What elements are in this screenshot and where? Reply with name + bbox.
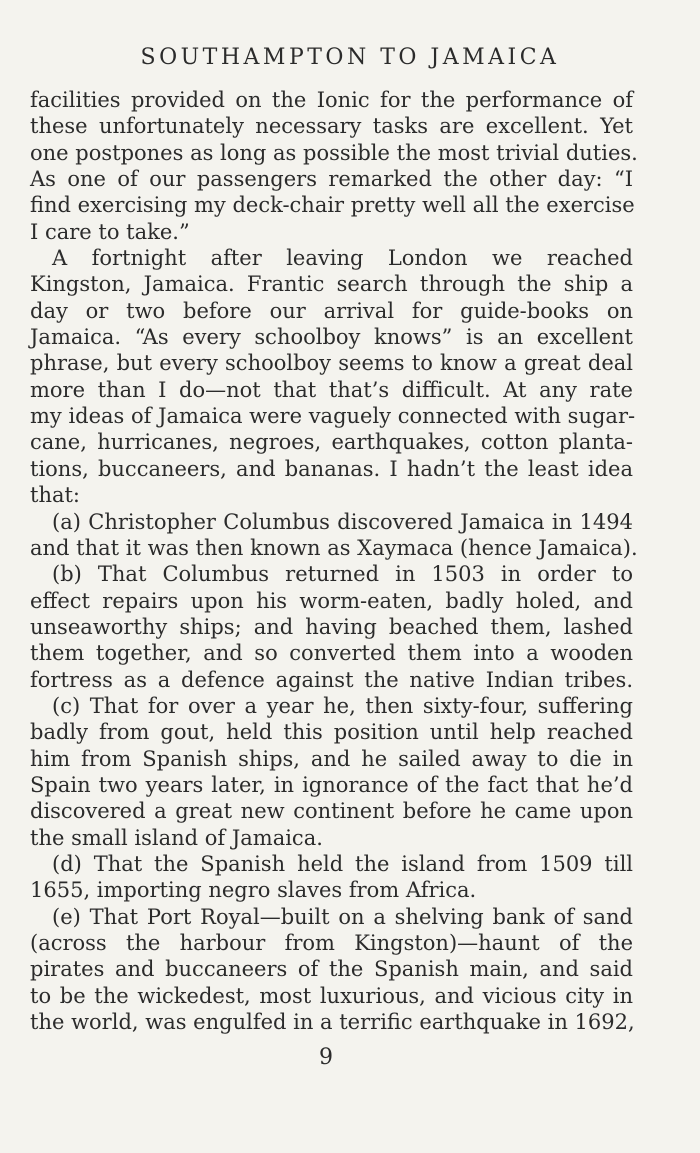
text-line: As one of our passengers remarked the other day: “I xyxy=(30,167,633,192)
text-line: day or two before our arrival for guide-books on xyxy=(30,298,633,323)
text-line: these unfortunately necessary tasks are excellent. Yet xyxy=(30,114,633,139)
text-line: badly from gout, held this position until help reached xyxy=(30,720,633,745)
text-line: I care to take.” xyxy=(30,219,190,244)
text-line: one postpones as long as possible the most trivial duties. xyxy=(30,140,638,165)
page-number: 9 xyxy=(319,1045,333,1070)
text-line: find exercising my deck-chair pretty well all the exercise xyxy=(30,193,635,218)
body-text xyxy=(30,87,638,1035)
text-line: pirates and buccaneers of the Spanish main, and said xyxy=(30,957,633,982)
running-header: SOUTHAMPTON TO JAMAICA xyxy=(140,45,560,70)
text-line: (d) That the Spanish held the island from 1509 till xyxy=(52,851,633,876)
text-line: tions, buccaneers, and bananas. I hadn’t the least idea xyxy=(30,456,633,481)
text-line: the world, was engulfed in a terrific earthquake in 1692, xyxy=(30,1010,635,1035)
text-line: effect repairs upon his worm-eaten, badly holed, and xyxy=(30,588,633,613)
text-line: my ideas of Jamaica were vaguely connected with sugar- xyxy=(30,404,636,429)
text-line: (across the harbour from Kingston)—haunt of the xyxy=(30,931,633,955)
text-line: Kingston, Jamaica. Frantic search through the ship a xyxy=(30,272,633,297)
text-line: them together, and so converted them into a wooden xyxy=(30,641,633,666)
text-line: him from Spanish ships, and he sailed away to die in xyxy=(30,746,633,771)
text-line: cane, hurricanes, negroes, earthquakes, cotton planta- xyxy=(30,430,633,455)
text-line: (a) Christopher Columbus discovered Jamaica in 1494 xyxy=(52,509,633,534)
text-line: and that it was then known as Xaymaca (hence Jamaica). xyxy=(30,535,638,560)
text-line: Spain two years later, in ignorance of the fact that he’d xyxy=(30,772,633,797)
text-line: A fortnight after leaving London we reached xyxy=(52,246,633,271)
text-line: to be the wickedest, most luxurious, and vicious city in xyxy=(30,983,633,1008)
text-line: phrase, but every schoolboy seems to know a great deal xyxy=(30,351,633,376)
text-line: discovered a great new continent before he came upon xyxy=(30,799,633,824)
text-line: fortress as a defence against the native Indian tribes. xyxy=(30,667,633,692)
text-line: 1655, importing negro slaves from Africa. xyxy=(30,878,477,903)
text-line: unseaworthy ships; and having beached them, lashed xyxy=(30,614,633,639)
text-line: (e) That Port Royal—built on a shelving bank of sand xyxy=(52,904,633,929)
text-line: (b) That Columbus returned in 1503 in order to xyxy=(52,562,633,587)
text-line: more than I do—not that that’s difficult. At any rate xyxy=(30,377,633,402)
text-line: Jamaica. “As every schoolboy knows” is an excellent xyxy=(30,325,633,350)
text-line: that: xyxy=(30,483,80,508)
text-line: the small island of Jamaica. xyxy=(30,825,323,850)
text-line: (c) That for over a year he, then sixty-four, suffering xyxy=(52,693,633,718)
text-line: facilities provided on the Ionic for the performance of xyxy=(30,88,633,112)
